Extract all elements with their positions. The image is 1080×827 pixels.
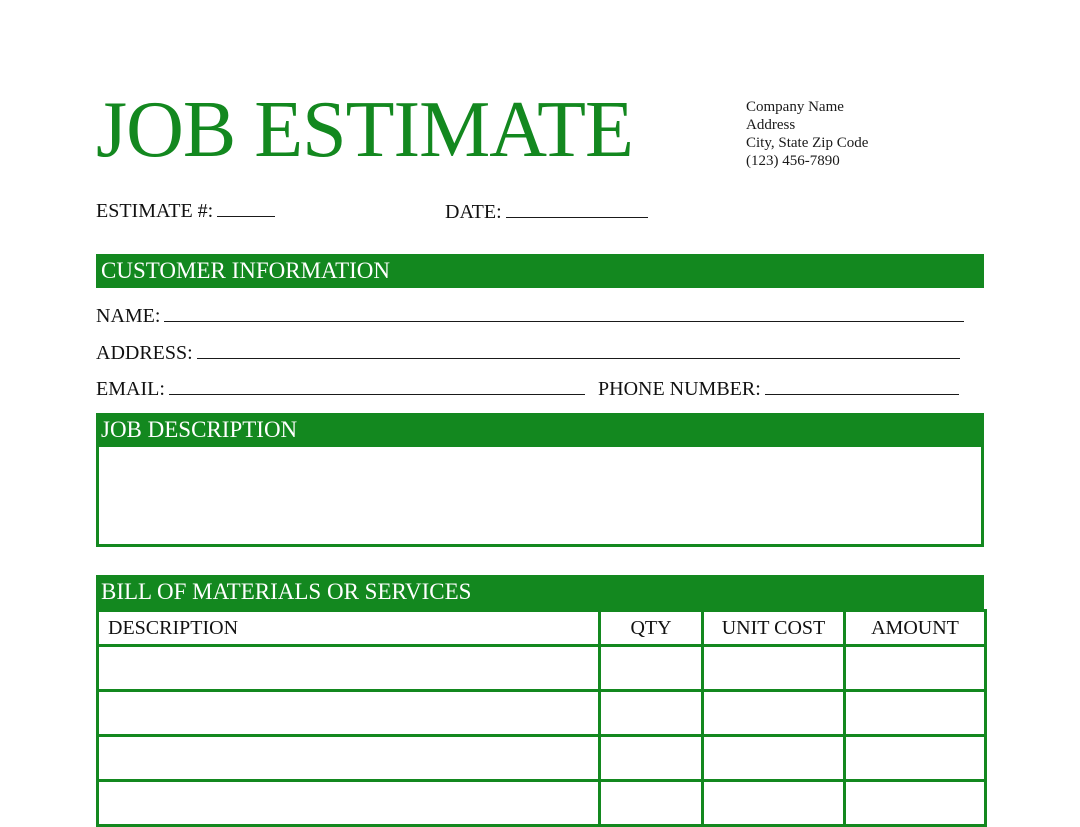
name-label: NAME: xyxy=(96,305,161,327)
bill-of-materials-header: BILL OF MATERIALS OR SERVICES xyxy=(96,575,984,609)
table-row xyxy=(98,736,986,781)
amount-cell[interactable] xyxy=(845,736,986,781)
phone-row xyxy=(598,376,959,401)
unit-cost-cell[interactable] xyxy=(703,781,845,826)
table-row xyxy=(98,646,986,691)
address-label: ADDRESS: xyxy=(96,342,193,364)
estimate-number-row xyxy=(96,198,275,223)
email-field[interactable] xyxy=(169,376,585,395)
estimate-number-label: ESTIMATE #: xyxy=(96,200,214,222)
company-city-state-zip: City, State Zip Code xyxy=(746,135,869,151)
email-row xyxy=(96,376,585,401)
address-row xyxy=(96,340,960,365)
table-header-row xyxy=(98,611,986,646)
table-row xyxy=(98,781,986,826)
estimate-number-field[interactable] xyxy=(217,198,275,217)
column-header-amount: AMOUNT xyxy=(845,611,986,646)
bill-of-materials-table xyxy=(96,609,987,827)
name-row xyxy=(96,303,964,328)
qty-cell[interactable] xyxy=(600,691,703,736)
description-cell[interactable] xyxy=(98,646,600,691)
date-field[interactable] xyxy=(506,199,648,218)
description-cell[interactable] xyxy=(98,781,600,826)
qty-cell[interactable] xyxy=(600,736,703,781)
unit-cost-cell[interactable] xyxy=(703,646,845,691)
column-header-qty: QTY xyxy=(600,611,703,646)
document-title: JOB ESTIMATE xyxy=(96,86,633,174)
amount-cell[interactable] xyxy=(845,691,986,736)
qty-cell[interactable] xyxy=(600,646,703,691)
unit-cost-cell[interactable] xyxy=(703,691,845,736)
qty-cell[interactable] xyxy=(600,781,703,826)
job-description-header: JOB DESCRIPTION xyxy=(96,413,984,447)
phone-field[interactable] xyxy=(765,376,959,395)
company-address: Address xyxy=(746,117,796,133)
date-row xyxy=(445,199,648,224)
phone-label: PHONE NUMBER: xyxy=(598,378,761,400)
column-header-unit-cost: UNIT COST xyxy=(703,611,845,646)
company-phone: (123) 456-7890 xyxy=(746,153,840,169)
amount-cell[interactable] xyxy=(845,646,986,691)
company-info xyxy=(746,98,868,170)
description-cell[interactable] xyxy=(98,736,600,781)
customer-information-header: CUSTOMER INFORMATION xyxy=(96,254,984,288)
company-name: Company Name xyxy=(746,99,844,115)
description-cell[interactable] xyxy=(98,691,600,736)
job-description-box[interactable] xyxy=(96,446,984,547)
address-field[interactable] xyxy=(197,340,960,359)
table-row xyxy=(98,691,986,736)
name-field[interactable] xyxy=(164,303,964,322)
column-header-description: DESCRIPTION xyxy=(98,611,600,646)
email-label: EMAIL: xyxy=(96,378,165,400)
unit-cost-cell[interactable] xyxy=(703,736,845,781)
amount-cell[interactable] xyxy=(845,781,986,826)
date-label: DATE: xyxy=(445,201,502,223)
